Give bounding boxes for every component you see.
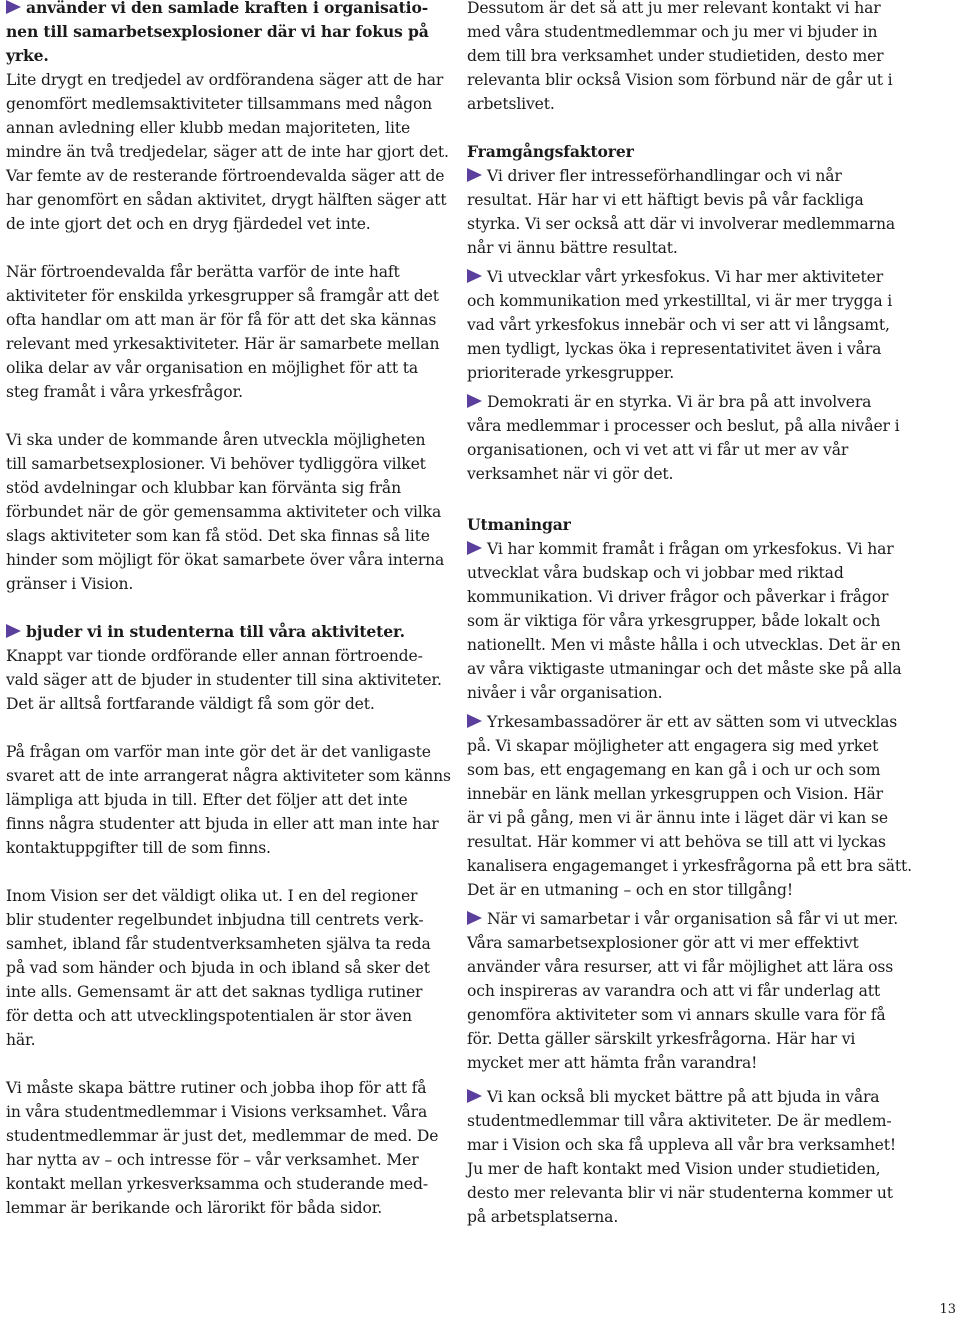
lead-paragraph xyxy=(6,0,432,68)
text-line: Vi kan också bli mycket bättre på att bjuda in våra xyxy=(487,1088,880,1106)
section-heading: Utmaningar xyxy=(467,515,571,534)
section-heading: Framgångsfaktorer xyxy=(467,142,634,161)
text-line: aktiviteter för enskilda yrkesgrupper så framgår att det xyxy=(6,287,439,305)
text-line: resultat. Här kommer vi att behöva se till att vi lyckas xyxy=(467,833,886,851)
bullet-paragraph xyxy=(467,1085,899,1229)
text-line: och kommunikation med yrkestilltal, vi är mer trygga i xyxy=(467,292,893,310)
text-line: olika delar av vår organisation en möjlighet för att ta xyxy=(6,359,419,377)
left-column xyxy=(6,0,451,1220)
lead-line: nen till samarbetsexplosioner där vi har fokus på xyxy=(6,22,429,41)
text-line: kommunikation. Vi driver frågor och påverkar i frågor xyxy=(467,588,889,606)
text-line: slags aktiviteter som kan få stöd. Det ska finnas så lite xyxy=(6,527,430,545)
paragraph-gap xyxy=(467,1075,899,1085)
paragraph xyxy=(6,1076,439,1220)
lead-line: bjuder vi in studenterna till våra aktiviteter. xyxy=(26,622,405,641)
text-line: når vi ännu bättre resultat. xyxy=(467,239,678,257)
paragraph xyxy=(6,884,432,1052)
bullet-paragraph xyxy=(467,537,902,705)
paragraph xyxy=(6,428,445,596)
bullet-paragraph xyxy=(467,164,899,260)
triangle-bullet-icon xyxy=(6,0,21,14)
triangle-bullet-icon xyxy=(6,624,21,638)
paragraph-gap xyxy=(6,860,432,884)
text-line: Demokrati är en styrka. Vi är bra på att involvera xyxy=(487,393,872,411)
text-line: förbundet när de gör gemensamma aktiviteter och vilka xyxy=(6,503,442,521)
triangle-bullet-icon xyxy=(467,541,482,555)
text-line: hinder som möjligt för ökat samarbete över våra interna xyxy=(6,551,445,569)
text-line: till samarbetsexplosioner. Vi behöver tydliggöra vilket xyxy=(6,455,426,473)
text-line: med våra studentmedlemmar och ju mer vi bjuder in xyxy=(467,23,878,41)
bullet-paragraph xyxy=(467,907,899,1075)
text-line: Var femte av de resterande förtroendevalda säger att de xyxy=(6,167,445,185)
bullet-paragraph xyxy=(467,265,899,385)
text-line: samhet, ibland får studentverksamheten själva ta reda xyxy=(6,935,431,953)
lead-line: yrke. xyxy=(6,46,49,65)
text-line: relevanta blir också Vision som förbund när de går ut i xyxy=(467,71,893,89)
text-line: som är viktiga för våra yrkesgrupper, både lokalt och xyxy=(467,612,881,630)
text-line: ofta handlar om att man är för få för att det ska kännas xyxy=(6,311,437,329)
paragraph-gap xyxy=(6,1052,432,1076)
text-line: av våra viktigaste utmaningar och det måste ske på alla xyxy=(467,660,902,678)
text-line: Vi måste skapa bättre rutiner och jobba ihop för att få xyxy=(6,1079,427,1097)
text-line: Yrkesambassadörer är ett av sätten som vi utvecklas xyxy=(487,713,898,731)
text-line: styrka. Vi ser också att där vi involverar medlemmarna xyxy=(467,215,896,233)
text-line: studentmedlemmar är just det, medlemmar de med. De xyxy=(6,1127,439,1145)
text-line: Ju mer de haft kontakt med Vision under studietiden, xyxy=(467,1160,881,1178)
triangle-bullet-icon xyxy=(467,269,482,283)
paragraph-gap xyxy=(6,716,432,740)
text-line: använder våra resurser, att vi får möjlighet att lära oss xyxy=(467,958,894,976)
text-line: på. Vi skapar möjligheter att engagera sig med yrket xyxy=(467,737,879,755)
text-line: kontaktuppgifter till de som finns. xyxy=(6,839,271,857)
text-line: vald säger att de bjuder in studenter till sina aktiviteter. xyxy=(6,671,442,689)
text-line: stöd avdelningar och klubbar kan förvänta sig från xyxy=(6,479,401,497)
text-line: Det är alltså fortfarande väldigt få som gör det. xyxy=(6,695,375,713)
paragraph-gap xyxy=(6,596,432,620)
text-line: våra medlemmar i processer och beslut, på alla nivåer i xyxy=(467,417,900,435)
bullet-paragraph xyxy=(467,390,899,486)
text-line: arbetslivet. xyxy=(467,95,555,113)
text-line: Knappt var tionde ordförande eller annan förtroende- xyxy=(6,647,423,665)
text-line: kanalisera engagemanget i yrkesfrågorna på ett bra sätt. xyxy=(467,857,912,875)
triangle-bullet-icon xyxy=(467,714,482,728)
paragraph xyxy=(6,68,449,236)
text-line: och inspireras av varandra och att vi får underlag att xyxy=(467,982,881,1000)
lead-line: använder vi den samlade kraften i organisatio- xyxy=(26,0,429,17)
text-line: Vi har kommit framåt i frågan om yrkesfokus. Vi har xyxy=(487,540,894,558)
text-line: blir studenter regelbundet inbjudna till centrets verk- xyxy=(6,911,424,929)
text-line: innebär en länk mellan yrkesgruppen och Vision. Här xyxy=(467,785,883,803)
text-line: desto mer relevanta blir vi när studenterna kommer ut xyxy=(467,1184,893,1202)
right-column xyxy=(467,0,912,1229)
text-line: Vi ska under de kommande åren utveckla möjligheten xyxy=(6,431,426,449)
text-line: som bas, ett engagemang en kan gå i och ur och som xyxy=(467,761,881,779)
text-line: utvecklat våra budskap och vi jobbar med riktad xyxy=(467,564,844,582)
text-line: När förtroendevalda får berätta varför de inte haft xyxy=(6,263,400,281)
text-line: har genomfört en sådan aktivitet, drygt hälften säger att xyxy=(6,191,447,209)
text-line: resultat. Här har vi ett häftigt bevis på vår fackliga xyxy=(467,191,864,209)
text-line: lämpliga att bjuda in till. Efter det följer att det inte xyxy=(6,791,408,809)
text-line: genomfört medlemsaktiviteter tillsammans med någon xyxy=(6,95,433,113)
triangle-bullet-icon xyxy=(467,1089,482,1103)
text-line: in våra studentmedlemmar i Visions verksamhet. Våra xyxy=(6,1103,428,1121)
text-line: kontakt mellan yrkesverksamma och studerande med- xyxy=(6,1175,428,1193)
text-line: har nytta av – och intresse för – vår verksamhet. Mer xyxy=(6,1151,419,1169)
paragraph-gap xyxy=(467,116,899,140)
text-line: Dessutom är det så att ju mer relevant kontakt vi har xyxy=(467,0,881,17)
text-line: svaret att de inte arrangerat några aktiviteter som känns xyxy=(6,767,451,785)
text-line: vad vårt yrkesfokus innebär och vi ser att vi långsamt, xyxy=(467,316,890,334)
page-number: 13 xyxy=(939,1302,956,1317)
text-line: Våra samarbetsexplosioner gör att vi mer effektivt xyxy=(467,934,859,952)
text-line: När vi samarbetar i vår organisation så får vi ut mer. xyxy=(487,910,899,928)
text-line: för. Detta gäller särskilt yrkesfrågorna. Här har vi xyxy=(467,1030,856,1048)
text-line: organisationen, och vi vet att vi får ut mer av vår xyxy=(467,441,849,459)
text-line: är vi på gång, men vi är ännu inte i läget där vi kan se xyxy=(467,809,888,827)
text-line: genomföra aktiviteter som vi annars skulle vara för få xyxy=(467,1006,886,1024)
text-line: nationellt. Men vi måste hålla i och utvecklas. Det är en xyxy=(467,636,901,654)
text-line: Vi driver fler intresseförhandlingar och vi når xyxy=(487,167,842,185)
text-line: mycket mer att hämta från varandra! xyxy=(467,1054,758,1072)
text-line: steg framåt i våra yrkesfrågor. xyxy=(6,383,243,401)
text-line: på vad som händer och bjuda in och ibland så sker det xyxy=(6,959,430,977)
text-line: på arbetsplatserna. xyxy=(467,1208,619,1226)
text-line: mar i Vision och ska få uppleva all vår bra verksamhet! xyxy=(467,1136,896,1154)
text-line: Vi utvecklar vårt yrkesfokus. Vi har mer aktiviteter xyxy=(487,268,884,286)
paragraph xyxy=(6,740,451,860)
text-line: men tydligt, lyckas öka i representativitet även i våra xyxy=(467,340,882,358)
text-line: här. xyxy=(6,1031,36,1049)
text-line: annan avledning eller klubb medan majoriteten, lite xyxy=(6,119,411,137)
text-line: nivåer i vår organisation. xyxy=(467,684,663,702)
text-line: de inte gjort det och en dryg fjärdedel vet inte. xyxy=(6,215,371,233)
lead-paragraph xyxy=(6,620,442,716)
text-line: verksamhet när vi gör det. xyxy=(467,465,674,483)
text-line: Lite drygt en tredjedel av ordförandena säger att de har xyxy=(6,71,444,89)
text-line: dem till bra verksamhet under studietiden, desto mer xyxy=(467,47,884,65)
paragraph xyxy=(467,0,899,116)
bullet-paragraph xyxy=(467,710,912,902)
text-line: relevant med yrkesaktiviteter. Här är samarbete mellan xyxy=(6,335,440,353)
text-line: Inom Vision ser det väldigt olika ut. I en del regioner xyxy=(6,887,418,905)
text-line: lemmar är berikande och lärorikt för båda sidor. xyxy=(6,1199,383,1217)
paragraph xyxy=(6,260,440,404)
text-line: finns några studenter att bjuda in eller att man inte har xyxy=(6,815,439,833)
triangle-bullet-icon xyxy=(467,911,482,925)
text-line: för detta och att utvecklingspotentialen är stor även xyxy=(6,1007,412,1025)
paragraph-gap xyxy=(6,236,432,260)
paragraph-gap xyxy=(467,486,899,513)
paragraph-gap xyxy=(6,404,432,428)
text-line: På frågan om varför man inte gör det är det vanligaste xyxy=(6,743,431,761)
text-line: studentmedlemmar till våra aktiviteter. De är medlem- xyxy=(467,1112,892,1130)
triangle-bullet-icon xyxy=(467,168,482,182)
text-line: Det är en utmaning – och en stor tillgång! xyxy=(467,881,793,899)
text-line: gränser i Vision. xyxy=(6,575,134,593)
text-line: prioriterade yrkesgrupper. xyxy=(467,364,675,382)
triangle-bullet-icon xyxy=(467,394,482,408)
text-line: inte alls. Gemensamt är att det saknas tydliga rutiner xyxy=(6,983,423,1001)
text-line: mindre än två tredjedelar, säger att de inte har gjort det. xyxy=(6,143,449,161)
